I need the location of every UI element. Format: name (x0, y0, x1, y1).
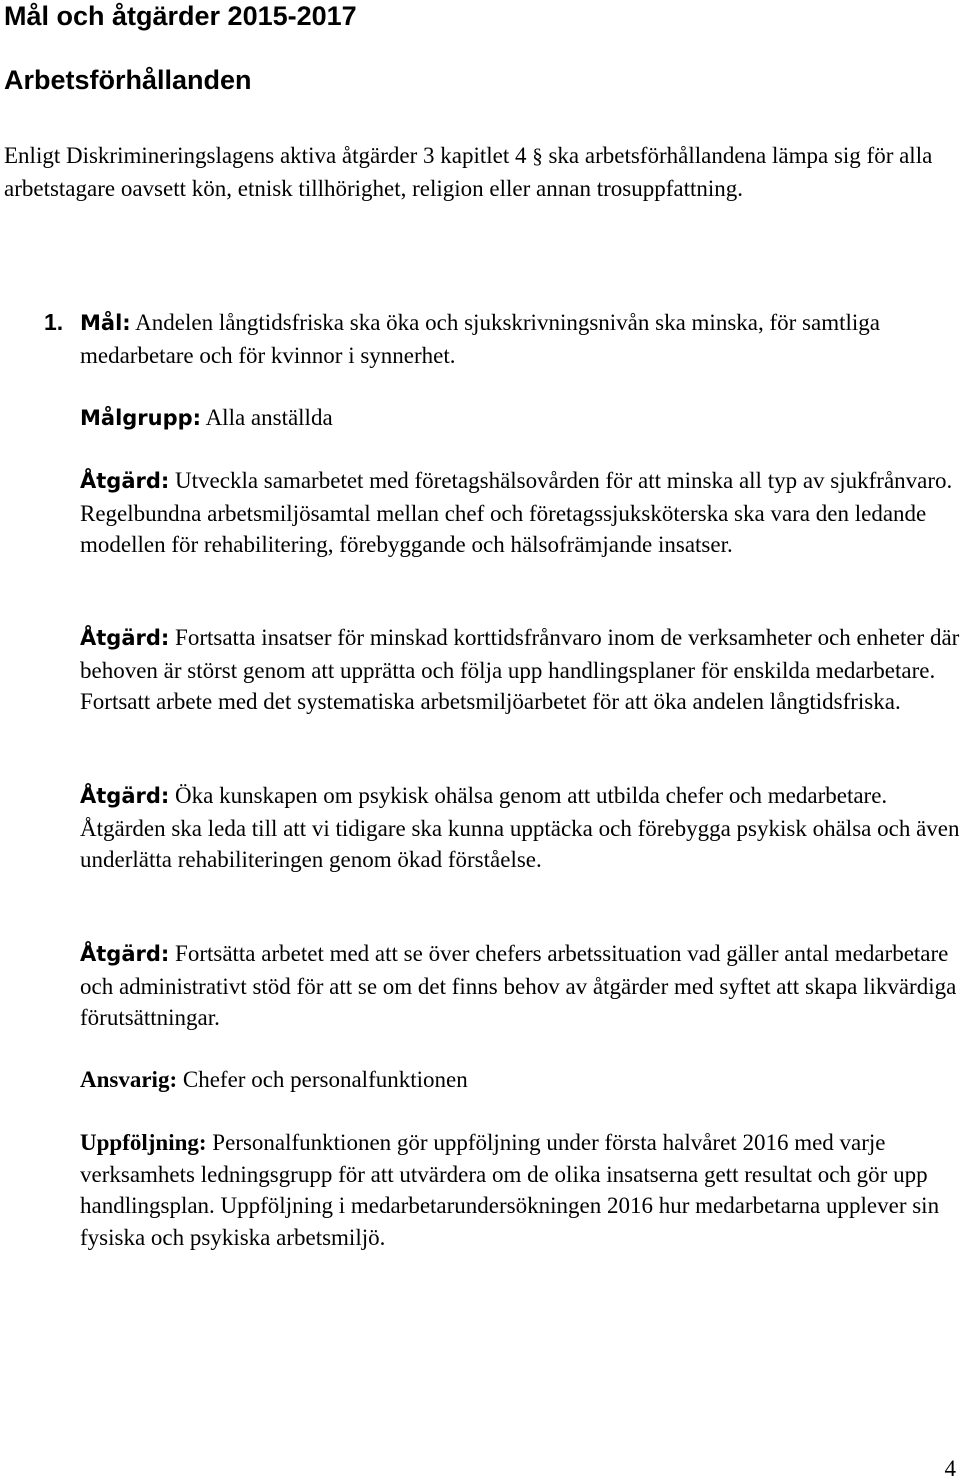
action-text-1: Utveckla samarbetet med företagshälsovården för att minska all typ av sjukfrånvaro. Regelbundna arbetsmiljösamtal mellan chef och företagssjuksköterska ska vara den ledande modellen för rehabilitering, förebyggande och hälsofrämjande insatser. (80, 468, 953, 557)
action-paragraph-4 (80, 938, 960, 1034)
target-group-label: Målgrupp: (80, 406, 202, 430)
responsible-paragraph (80, 1064, 960, 1096)
action-text-2: Fortsatta insatser för minskad korttidsfrånvaro inom de verksamheter och enheter där behoven är störst genom att upprätta och följa upp handlingsplaner för enskilda medarbetare. Fortsatt arbete med det systematiska arbetsmiljöarbetet för att öka andelen långtidsfriska. (80, 625, 960, 714)
action-text-3: Öka kunskapen om psykisk ohälsa genom att utbilda chefer och medarbetare. Åtgärden ska leda till att vi tidigare ska kunna upptäcka och förebygga psykisk ohälsa och även underlätta rehabiliteringen genom ökad förståelse. (80, 783, 960, 872)
action-label-4: Åtgärd: (80, 942, 170, 966)
target-group-text: Alla anställda (205, 405, 333, 430)
goal-paragraph (80, 307, 960, 371)
responsible-text: Chefer och personalfunktionen (182, 1067, 468, 1092)
follow-up-text: Personalfunktionen gör uppföljning under första halvåret 2016 med varje verksamhets ledningsgrupp för att utvärdera om de olika insatserna gett resultat och gör upp handlingsplan. Uppföljning i medarbetarundersökningen 2016 hur medarbetarna upplever sin fysiska och psykiska arbetsmiljö. (80, 1130, 940, 1250)
action-label-2: Åtgärd: (80, 626, 170, 650)
goal-label: Mål: (80, 311, 131, 335)
goal-number: 1. (44, 309, 64, 335)
action-label-1: Åtgärd: (80, 469, 170, 493)
responsible-label: Ansvarig: (80, 1067, 178, 1092)
goal-text: Andelen långtidsfriska ska öka och sjukskrivningsnivån ska minska, för samtliga medarbetare och för kvinnor i synnerhet. (80, 310, 880, 368)
page-title: Mål och åtgärder 2015-2017 (4, 1, 357, 31)
intro-paragraph (4, 140, 944, 204)
action-paragraph-1 (80, 465, 960, 561)
page-number: 4 (944, 1456, 956, 1481)
follow-up-paragraph (80, 1127, 960, 1253)
action-text-4: Fortsätta arbetet med att se över chefers arbetssituation vad gäller antal medarbetare och administrativt stöd för att se om det finns behov av åtgärder med syftet att skapa likvärdiga förutsättningar. (80, 941, 957, 1030)
section-title: Arbetsförhållanden (4, 65, 252, 95)
action-label-3: Åtgärd: (80, 784, 170, 808)
target-group-paragraph (80, 402, 960, 435)
section-sign: § (532, 144, 543, 168)
action-paragraph-2 (80, 622, 960, 718)
follow-up-label: Uppföljning: (80, 1130, 207, 1155)
intro-text-end: ska arbetsförhållandena lämpa sig för alla arbetstagare oavsett kön, etnisk tillhörighet, religion eller annan trosuppfattning. (4, 143, 933, 201)
intro-text-start: Enligt Diskrimineringslagens aktiva åtgärder 3 kapitlet 4 (4, 143, 527, 168)
action-paragraph-3 (80, 780, 960, 876)
